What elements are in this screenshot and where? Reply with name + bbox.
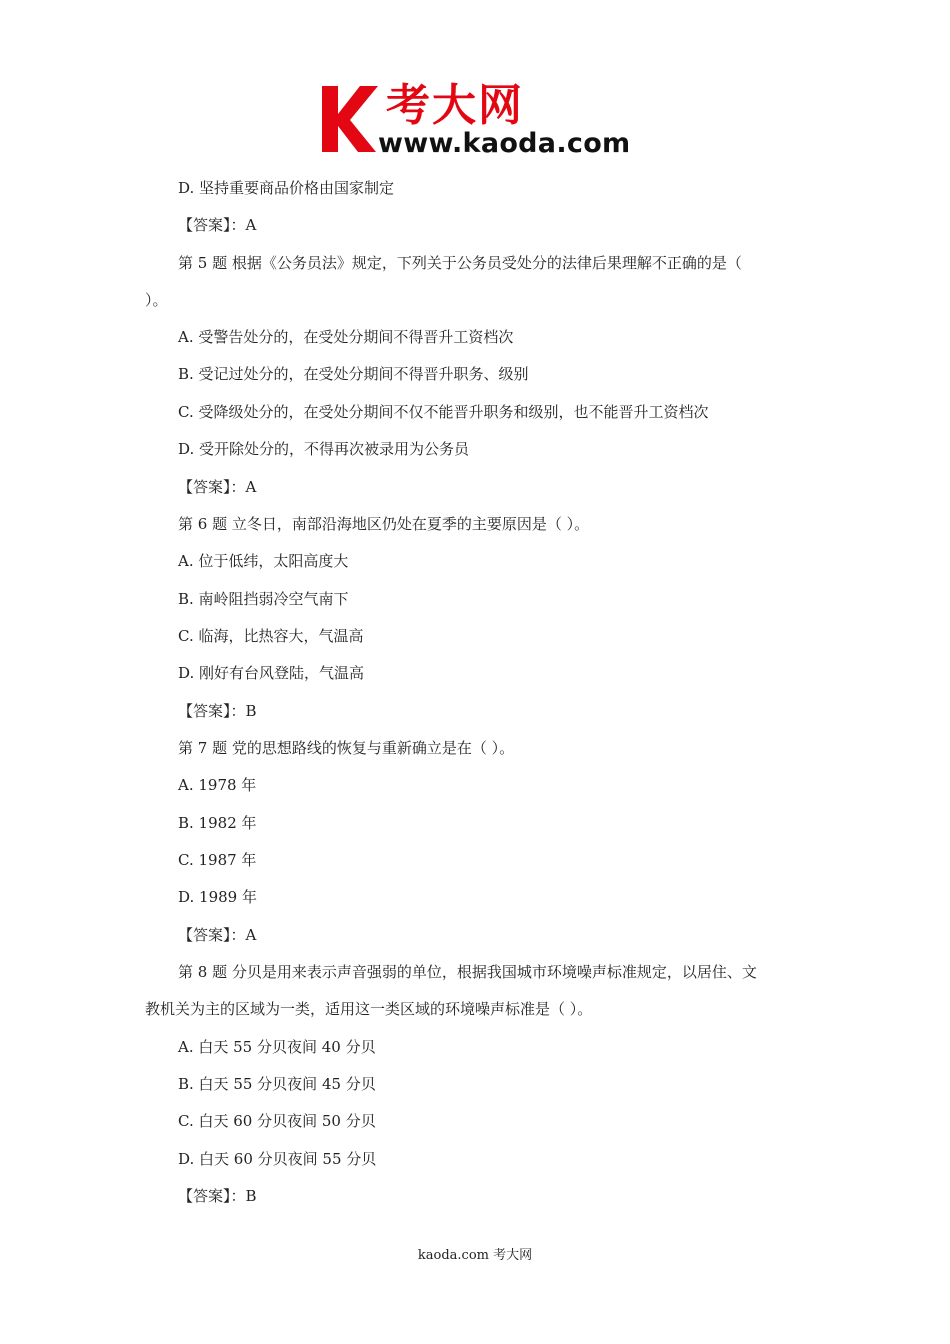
question-continuation: ）。 — [145, 291, 168, 309]
option-line: C. 临海，比热容大，气温高 — [178, 627, 364, 645]
option-line: C. 受降级处分的，在受处分期间不仅不能晋升职务和级别，也不能晋升工资档次 — [178, 403, 709, 421]
option-line: B. 受记过处分的，在受处分期间不得晋升职务、级别 — [178, 365, 529, 383]
option-line: B. 1982 年 — [178, 814, 257, 832]
option-line: A. 1978 年 — [178, 776, 257, 794]
logo-brand-name: 考大网 — [386, 80, 524, 131]
question-line: 第 7 题 党的思想路线的恢复与重新确立是在（ ）。 — [178, 739, 515, 757]
option-line: C. 1987 年 — [178, 851, 257, 869]
answer-line: 【答案】：A — [178, 478, 257, 496]
option-line: D. 受开除处分的，不得再次被录用为公务员 — [178, 440, 470, 458]
page-footer: kaoda.com 考大网 — [417, 1248, 533, 1263]
option-line: A. 位于低纬，太阳高度大 — [178, 552, 349, 570]
answer-line: 【答案】：A — [178, 216, 257, 234]
option-line: C. 白天 60 分贝夜间 50 分贝 — [178, 1112, 376, 1130]
option-line: B. 白天 55 分贝夜间 45 分贝 — [178, 1075, 376, 1093]
question-line: 第 5 题 根据《公务员法》规定，下列关于公务员受处分的法律后果理解不正确的是（ — [178, 254, 742, 272]
option-line: B. 南岭阻挡弱冷空气南下 — [178, 590, 349, 608]
option-line: A. 受警告处分的，在受处分期间不得晋升工资档次 — [178, 328, 514, 346]
question-line: 第 6 题 立冬日，南部沿海地区仍处在夏季的主要原因是（ ）。 — [178, 515, 590, 533]
answer-line: 【答案】：B — [178, 1187, 257, 1205]
k-logo-icon — [320, 84, 382, 154]
kaoda-logo — [320, 80, 640, 160]
answer-line: 【答案】：B — [178, 702, 257, 720]
option-line: D. 刚好有台风登陆，气温高 — [178, 664, 365, 682]
logo-url: www.kaoda.com — [378, 128, 631, 159]
answer-line: 【答案】：A — [178, 926, 257, 944]
option-line: D. 坚持重要商品价格由国家制定 — [178, 179, 395, 197]
question-line: 第 8 题 分贝是用来表示声音强弱的单位，根据我国城市环境噪声标准规定，以居住、文 — [178, 963, 757, 981]
question-continuation: 教机关为主的区域为一类，适用这一类区域的环境噪声标准是（ ）。 — [145, 1000, 593, 1018]
option-line: D. 白天 60 分贝夜间 55 分贝 — [178, 1150, 377, 1168]
option-line: A. 白天 55 分贝夜间 40 分贝 — [178, 1038, 376, 1056]
option-line: D. 1989 年 — [178, 888, 257, 906]
